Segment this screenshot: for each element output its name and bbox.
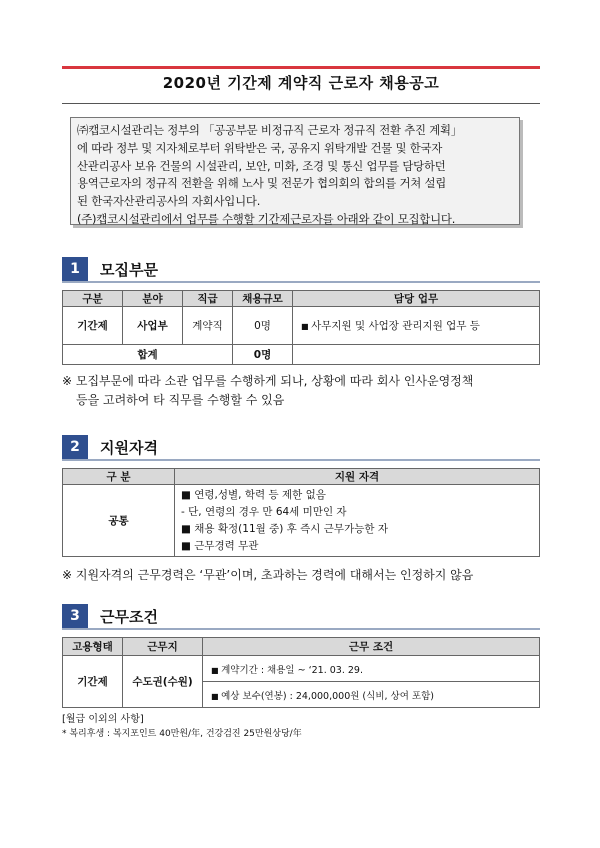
table-header: 지원 자격 xyxy=(175,469,540,485)
extra-title: [월급 이외의 사항] xyxy=(62,714,144,725)
section-header-recruitment xyxy=(62,257,540,283)
qualification-list-cell xyxy=(175,485,540,557)
title-bottom-rule xyxy=(62,103,540,104)
note-line: ※ 모집부문에 따라 소관 업무를 수행하게 되나, 상황에 따라 회사 인사운영정책 xyxy=(62,374,474,388)
qualifications-table xyxy=(62,468,540,557)
table-cell: 공통 xyxy=(63,485,175,557)
bullet-icon xyxy=(301,320,311,332)
page-title: 2020년 기간제 계약직 근로자 채용공고 xyxy=(162,74,440,92)
intro-box xyxy=(70,117,520,225)
section-header-qualifications xyxy=(62,435,540,461)
table-cell: 기간제 xyxy=(63,307,123,345)
bullet-icon xyxy=(211,665,221,676)
table-header: 근무지 xyxy=(123,638,203,656)
table-cell: 사업부 xyxy=(123,307,183,345)
table-cell: 계약직 xyxy=(183,307,233,345)
table-header: 구 분 xyxy=(63,469,175,485)
intro-line: ㈜캡코시설관리는 정부의 「공공부문 비정규직 근로자 정규직 전환 추진 계획」 xyxy=(77,123,463,137)
table-header: 구분 xyxy=(63,291,123,307)
title-top-rule xyxy=(62,66,540,69)
section-title: 모집부문 xyxy=(100,261,158,279)
table-cell: 수도권(수원) xyxy=(123,656,203,708)
condition-text: 계약기간 : 채용일 ~ ‘21. 03. 29. xyxy=(221,664,363,676)
section-title: 근무조건 xyxy=(100,608,158,626)
section1-note xyxy=(62,372,540,410)
total-label: 합계 xyxy=(63,345,233,365)
section2-note: ※ 지원자격의 근무경력은 ‘무관’이며, 초과하는 경력에 대해서는 인정하지 않음 xyxy=(62,568,474,582)
intro-line: (주)캡코시설관리에서 업무를 수행할 기간제근로자를 아래와 같이 모집합니다. xyxy=(77,211,456,226)
list-item: - 단, 연령의 경우 만 64세 미만인 자 xyxy=(181,505,347,518)
extra-item: * 복리후생 : 복지포인트 40만원/年, 건강검진 25만원상당/年 xyxy=(62,729,302,739)
note-line: 등을 고려하여 타 직무를 수행할 수 있음 xyxy=(76,393,285,407)
condition-cell xyxy=(203,656,540,682)
intro-line: 산관리공사 보유 건물의 시설관리, 보안, 미화, 조경 및 통신 업무를 담당하던 xyxy=(77,158,446,173)
table-header: 직급 xyxy=(183,291,233,307)
table-cell xyxy=(293,307,540,345)
table-cell: 0명 xyxy=(233,307,293,345)
intro-line: 에 따라 정부 및 지자체로부터 위탁받은 국, 공유지 위탁개발 건물 및 한국자 xyxy=(77,140,443,155)
condition-cell xyxy=(203,682,540,708)
table-header: 고용형태 xyxy=(63,638,123,656)
intro-line: 된 한국자산관리공사의 자회사입니다. xyxy=(77,194,261,209)
table-header: 채용규모 xyxy=(233,291,293,307)
list-item: ■ 연령,성별, 학력 등 제한 없음 xyxy=(181,488,326,501)
section-title: 지원자격 xyxy=(100,439,158,457)
list-item: ■ 채용 확정(11월 중) 후 즉시 근무가능한 자 xyxy=(181,522,388,535)
total-value: 0명 xyxy=(233,345,293,365)
list-item: ■ 근무경력 무관 xyxy=(181,539,259,552)
bullet-icon xyxy=(211,691,221,702)
condition-text: 예상 보수(연봉) : 24,000,000원 (식비, 상여 포함) xyxy=(221,690,434,702)
intro-line: 용역근로자의 정규직 전환을 위해 노사 및 전문가 협의회의 합의를 거쳐 설립 xyxy=(77,176,447,191)
recruitment-table xyxy=(62,290,540,365)
section-header-conditions xyxy=(62,604,540,630)
table-header: 근무 조건 xyxy=(203,638,540,656)
section-number: 1 xyxy=(62,257,88,281)
section-number: 2 xyxy=(62,435,88,459)
conditions-table xyxy=(62,637,540,708)
table-cell: 기간제 xyxy=(63,656,123,708)
table-header: 담당 업무 xyxy=(293,291,540,307)
section-number: 3 xyxy=(62,604,88,628)
table-cell-empty xyxy=(293,345,540,365)
duty-text: 사무지원 및 사업장 관리지원 업무 등 xyxy=(311,320,480,332)
qualification-list xyxy=(175,487,539,555)
table-header: 분야 xyxy=(123,291,183,307)
